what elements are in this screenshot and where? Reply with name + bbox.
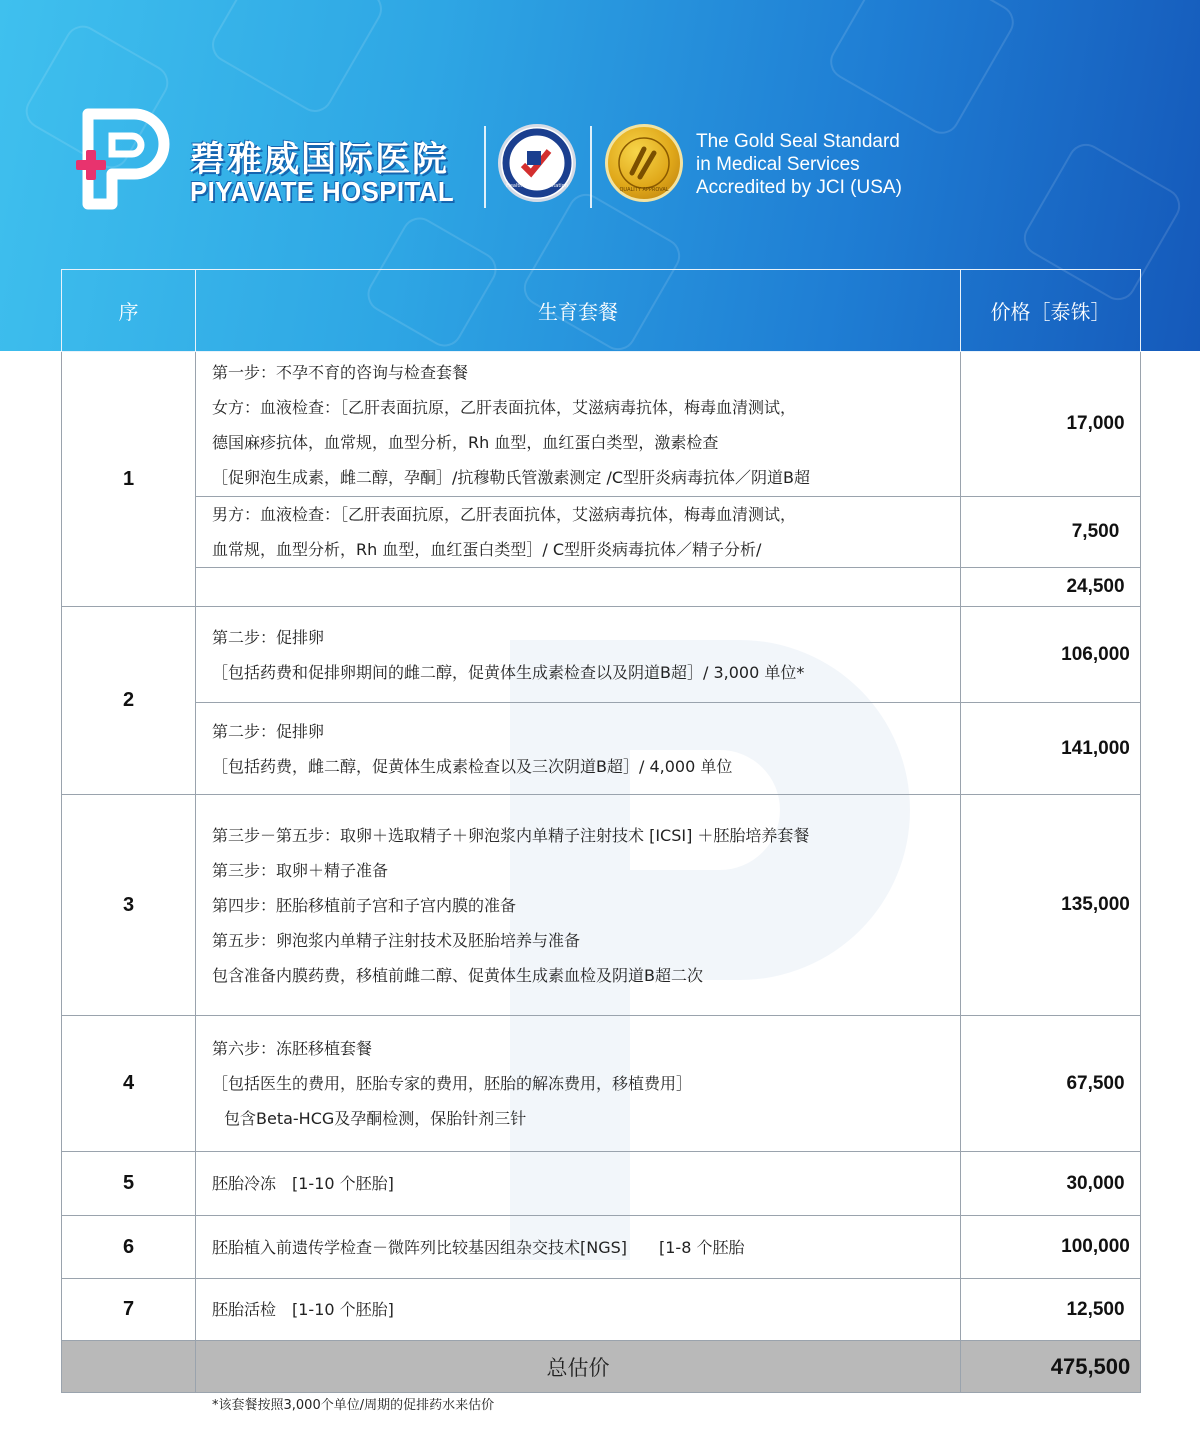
package-price: 30,000 [961,1152,1141,1216]
desc-line: 包含准备内膜药费，移植前雌二醇、促黄体生成素血检及阴道B超二次 [212,965,703,985]
desc-line: 第三步：取卵＋精子准备 [212,860,389,880]
table-row [62,497,1141,568]
column-header-price: 价格［泰铢］ [961,270,1141,352]
table-row [62,1152,1141,1216]
total-label: 总估价 [196,1341,961,1393]
total-price: 475,500 [961,1341,1141,1393]
package-description [196,703,961,795]
row-seq: 6 [62,1216,196,1279]
row-seq: 4 [62,1016,196,1152]
gold-seal-line: The Gold Seal Standard [696,131,900,152]
seal-ha-text: Healthcare Accreditation [506,183,568,189]
jci-gold-seal-icon [605,124,683,202]
gold-seal-statement [696,130,902,199]
desc-line: 第三步－第五步：取卵＋选取精子＋卵泡浆内单精子注射技术 [ICSI] ＋胚胎培养套餐 [212,825,810,845]
table-row [62,568,1141,607]
package-description [196,1016,961,1152]
decor-hexagon [205,0,388,119]
table-row [62,1216,1141,1279]
package-description [196,1216,961,1279]
desc-line: 第五步：卵泡浆内单精子注射技术及胚胎培养与准备 [212,930,581,950]
divider [590,126,592,208]
row-seq: 2 [62,607,196,795]
desc-line: 血常规，血型分析，Rh 血型，血红蛋白类型］/ C型肝炎病毒抗体／精子分析/ [212,540,762,559]
desc-line: 女方：血液检查：［乙肝表面抗原，乙肝表面抗体，艾滋病毒抗体，梅毒血清测试， [212,398,797,417]
desc-line: 包含Beta-HCG及孕酮检测，保胎针剂三针 [224,1109,527,1128]
row-seq: 1 [62,352,196,607]
table-row [62,703,1141,795]
desc-line: 第一步：不孕不育的咨询与检查套餐 [212,363,469,382]
desc-line: 胚胎植入前遗传学检查－微阵列比较基因组杂交技术[NGS] [1-8 个胚胎 [212,1237,745,1257]
desc-line: ［包括医生的费用，胚胎专家的费用，胚胎的解冻费用，移植费用］ [212,1074,693,1093]
table-header-row [62,270,1141,352]
footnote: *该套餐按照3,000个单位/周期的促排药水来估价 [212,1398,495,1413]
desc-line: ［促卵泡生成素，雌二醇，孕酮］/抗穆勒氏管激素测定 /C型肝炎病毒抗体／阴道B超 [212,468,811,487]
package-description [196,607,961,703]
package-price: 17,000 [961,352,1141,497]
package-price: 12,500 [961,1279,1141,1341]
hospital-brand [62,104,912,216]
desc-line: 胚胎活检 [1-10 个胚胎] [212,1300,394,1319]
table-row [62,1016,1141,1152]
row-seq: 3 [62,795,196,1016]
table-row [62,1279,1141,1341]
package-description [196,1279,961,1341]
package-price: 67,500 [961,1016,1141,1152]
package-price: 106,000 [961,607,1141,703]
package-description [196,497,961,568]
package-description [196,1152,961,1216]
desc-line: ［包括药费和促排卵期间的雌二醇，促黄体生成素检查以及阴道B超］/ 3,000 单位* [212,662,805,682]
package-price: 7,500 [961,497,1141,568]
row-seq: 7 [62,1279,196,1341]
package-price: 135,000 [961,795,1141,1016]
column-header-seq: 序 [62,270,196,352]
seal-jci-text: QUALITY APPROVAL [619,187,669,193]
table-row [62,795,1141,1016]
total-empty-cell [62,1341,196,1393]
desc-line: 第二步：促排卵 [212,627,325,647]
desc-line: 胚胎冷冻 [1-10 个胚胎] [212,1174,394,1193]
divider [484,126,486,208]
table-row [62,352,1141,497]
desc-line: 第四步：胚胎移植前子宫和子宫内膜的准备 [212,895,517,915]
desc-line: ［包括药费，雌二醇，促黄体生成素检查以及三次阴道B超］/ 4,000 单位 [212,756,733,776]
gold-seal-line: in Medical Services [696,154,860,175]
gold-seal-line: Accredited by JCI (USA) [696,177,902,198]
total-row [62,1341,1141,1393]
table-row [62,607,1141,703]
desc-line: 第二步：促排卵 [212,721,325,741]
package-price: 100,000 [961,1216,1141,1279]
hospital-name-en: PIYAVATE HOSPITAL [190,176,455,207]
healthcare-accreditation-seal-icon [498,124,576,202]
hospital-logo-icon [62,104,174,212]
package-subtotal: 24,500 [961,568,1141,607]
desc-line: 德国麻疹抗体，血常规，血型分析，Rh 血型，血红蛋白类型，激素检查 [212,433,719,452]
row-seq: 5 [62,1152,196,1216]
package-description [196,352,961,497]
desc-line: 男方：血液检查：［乙肝表面抗原，乙肝表面抗体，艾滋病毒抗体，梅毒血清测试， [212,505,797,524]
package-price: 141,000 [961,703,1141,795]
desc-line: 第六步：冻胚移植套餐 [212,1039,373,1058]
column-header-package: 生育套餐 [196,270,961,352]
package-description [196,795,961,1016]
hospital-name-cn: 碧雅威国际医院 [190,140,450,180]
package-description [196,568,961,607]
fertility-price-table [61,269,1141,1393]
